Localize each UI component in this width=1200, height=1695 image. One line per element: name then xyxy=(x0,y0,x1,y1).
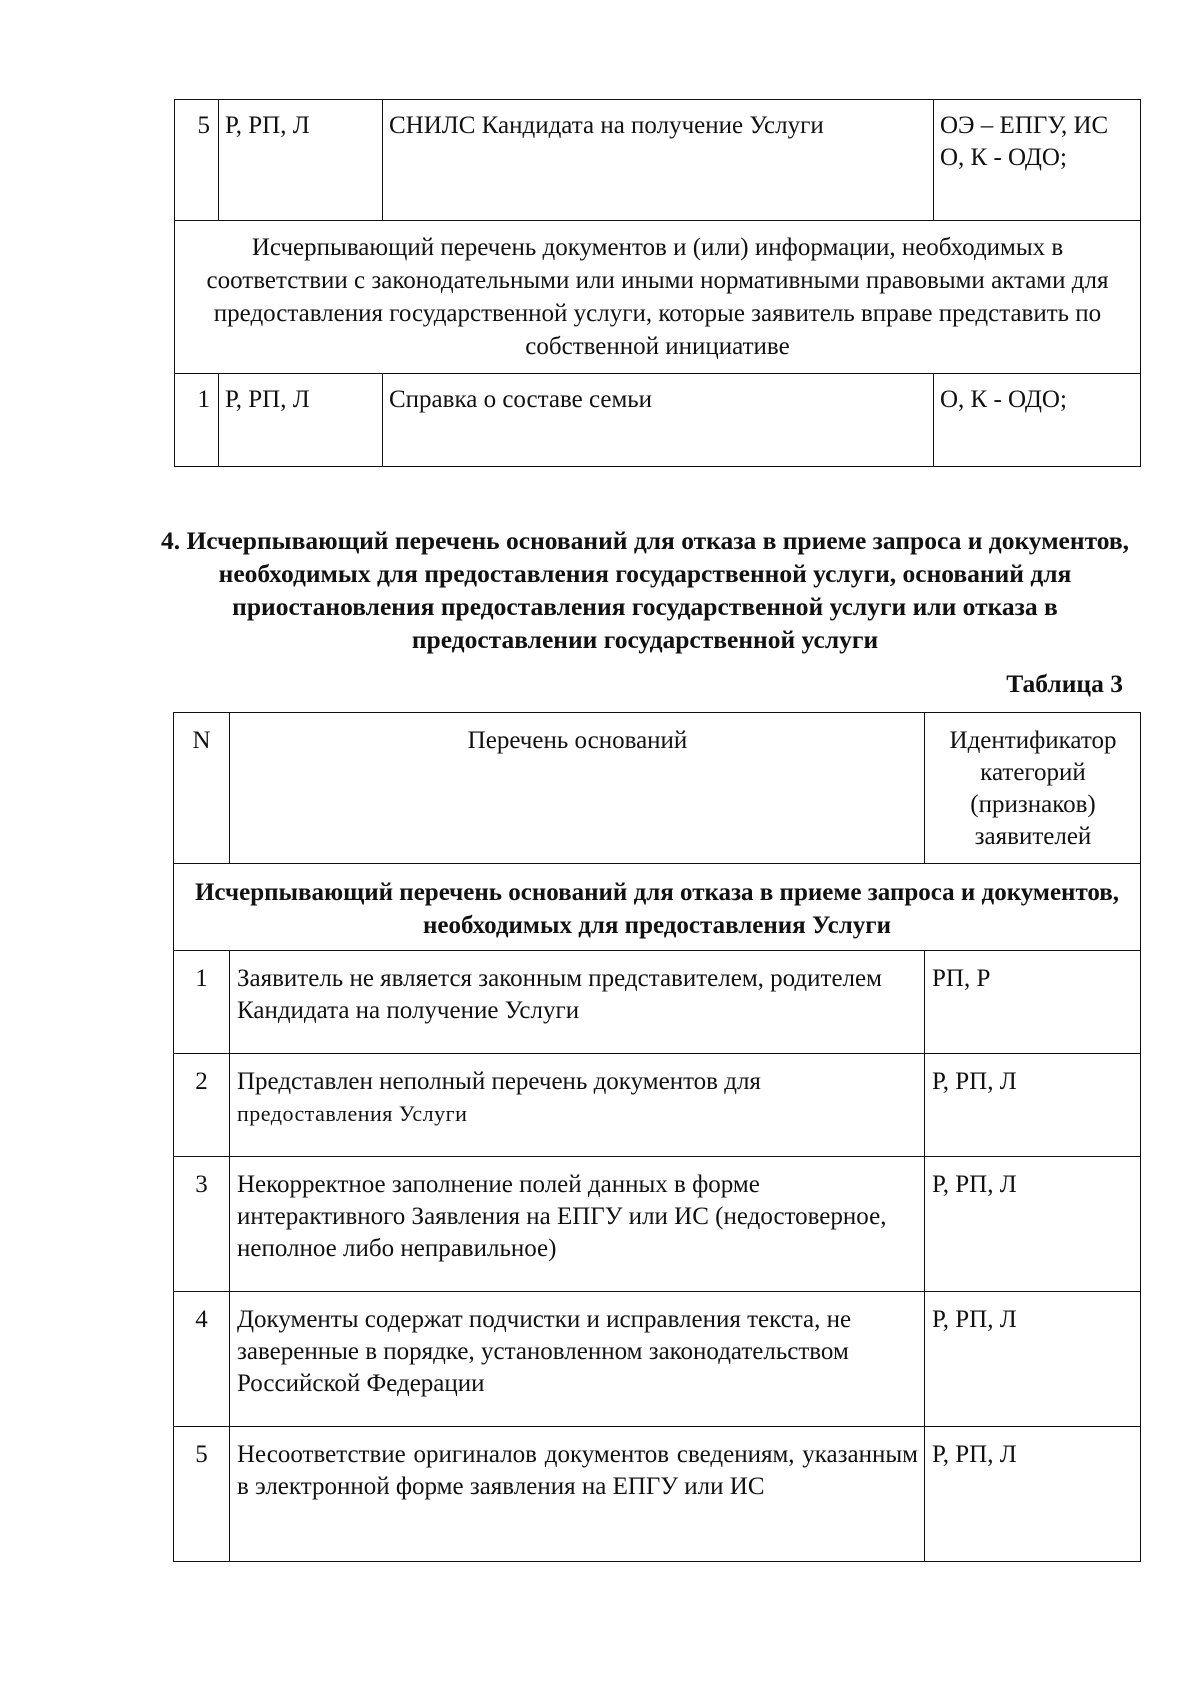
refusal-ground-line: предоставления Услуги xyxy=(237,1101,468,1126)
document-name: СНИЛС Кандидата на получение Услуги xyxy=(383,100,934,221)
table-section-row xyxy=(174,864,1141,951)
applicant-identifier: Р, РП, Л xyxy=(925,1054,1141,1157)
refusal-ground: Заявитель не является законным представителем, родителем Кандидата на получение Услуги xyxy=(230,951,925,1054)
applicant-identifier: Р, РП, Л xyxy=(925,1292,1141,1427)
row-number: 1 xyxy=(174,951,230,1054)
applicant-categories: Р, РП, Л xyxy=(219,374,383,467)
header-grounds: Перечень оснований xyxy=(230,713,925,864)
table-header-row xyxy=(174,713,1141,864)
row-number: 4 xyxy=(174,1292,230,1427)
document-source: ОЭ – ЕПГУ, ИС О, К - ОДО; xyxy=(934,100,1141,221)
table-section-row xyxy=(175,221,1141,374)
section-title: Исчерпывающий перечень документов и (или) информации, необходимых в соответствии с законодательными или иными нормативными правовыми актами для предоставления государственной услуги, которые заявитель вправе представить по собственной инициативе xyxy=(175,221,1141,374)
applicant-identifier: РП, Р xyxy=(925,951,1141,1054)
applicant-identifier: Р, РП, Л xyxy=(925,1427,1141,1562)
row-number: 5 xyxy=(174,1427,230,1562)
refusal-ground: Некорректное заполнение полей данных в форме интерактивного Заявления на ЕПГУ или ИС (недостоверное, неполное либо неправильное) xyxy=(230,1157,925,1292)
table-row xyxy=(175,374,1141,467)
refusal-ground: Документы содержат подчистки и исправления текста, не заверенные в порядке, установленном законодательством Российской Федерации xyxy=(230,1292,925,1427)
document-name: Справка о составе семьи xyxy=(383,374,934,467)
refusal-ground-line: Представлен неполный перечень документов для xyxy=(237,1068,761,1095)
documents-table-fragment xyxy=(174,99,1141,467)
section-heading: 4. Исчерпывающий перечень оснований для отказа в приеме запроса и документов, необходимых для предоставления государственной услуги, оснований для приостановления предоставления государственной услуги или отказа в предоставлении государственной услуги xyxy=(160,526,1130,654)
table-label: Таблица 3 xyxy=(1006,669,1123,698)
row-number: 3 xyxy=(174,1157,230,1292)
document-source: О, К - ОДО; xyxy=(934,374,1141,467)
row-number: 5 xyxy=(175,100,219,221)
table-row xyxy=(174,1157,1141,1292)
row-number: 2 xyxy=(174,1054,230,1157)
refusal-ground: Несоответствие оригиналов документов сведениям, указанным в электронной форме заявления на ЕПГУ или ИС xyxy=(230,1427,925,1562)
applicant-identifier: Р, РП, Л xyxy=(925,1157,1141,1292)
refusal-ground xyxy=(230,1054,925,1157)
table-row xyxy=(174,951,1141,1054)
table-row xyxy=(175,100,1141,221)
header-identifier: Идентификатор категорий (признаков) заявителей xyxy=(925,713,1141,864)
table-row xyxy=(174,1054,1141,1157)
header-n: N xyxy=(174,713,230,864)
row-number: 1 xyxy=(175,374,219,467)
section-title: Исчерпывающий перечень оснований для отказа в приеме запроса и документов, необходимых для предоставления Услуги xyxy=(174,864,1141,951)
table-row xyxy=(174,1292,1141,1427)
refusal-grounds-table xyxy=(173,712,1141,1562)
table-row xyxy=(174,1427,1141,1562)
applicant-categories: Р, РП, Л xyxy=(219,100,383,221)
